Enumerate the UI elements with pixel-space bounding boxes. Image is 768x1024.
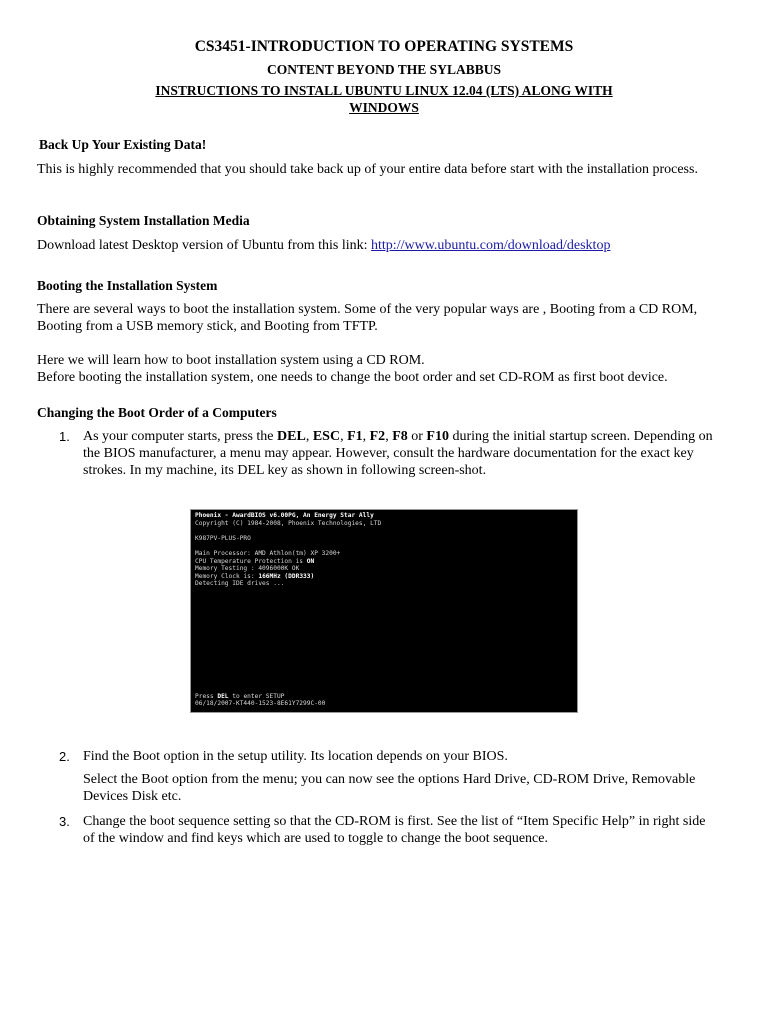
- backup-body: This is highly recommended that you should take back up of your entire data before start with the installation process.: [37, 162, 698, 177]
- bios-text: [195, 512, 573, 710]
- step-1-sep: ,: [340, 429, 348, 444]
- booting-heading: Booting the Installation System: [37, 278, 218, 293]
- bios-line: ON: [306, 557, 315, 565]
- bios-line: Main Processor: AMD Athlon(tm) XP 3200+: [195, 549, 341, 557]
- key-f8: F8: [392, 429, 408, 444]
- bios-line: 06/18/2007-KT440-1523-8E61Y7299C-00: [195, 700, 326, 708]
- bios-line: Phoenix - AwardBIOS v6.00PG, An Energy Star Ally: [195, 512, 374, 519]
- step-1-number: 1.: [59, 429, 70, 444]
- step-1-text: [83, 428, 713, 479]
- key-esc: ESC: [312, 429, 341, 444]
- bios-line: Memory Testing : 4096000K OK: [195, 565, 300, 573]
- key-f1: F1: [347, 429, 363, 444]
- bios-footer: [195, 693, 325, 708]
- step-1-sep: ,: [385, 429, 393, 444]
- step-1-sep: ,: [305, 429, 313, 444]
- step-1-sep: ,: [362, 429, 370, 444]
- key-f2: F2: [369, 429, 386, 444]
- booting-body-2: Here we will learn how to boot installation system using a CD ROM.: [37, 353, 425, 368]
- instructions-title-text: INSTRUCTIONS TO INSTALL UBUNTU LINUX 12.04 (LTS) ALONG WITH WINDOWS: [155, 83, 613, 115]
- step-3-number: 3.: [59, 814, 70, 829]
- bios-line: DEL: [217, 692, 229, 700]
- bios-line: Copyright (C) 1984-2008, Phoenix Technologies, LTD: [195, 519, 382, 527]
- step-3-text: Change the boot sequence setting so that the CD-ROM is first. See the list of “Item Specific Help” in right side of the window and find keys which are used to toggle to change the boot sequence.: [83, 814, 706, 846]
- key-del: DEL: [277, 429, 306, 444]
- media-heading: Obtaining System Installation Media: [37, 213, 250, 228]
- bios-line: Memory Clock is:: [195, 572, 259, 580]
- booting-body-1: There are several ways to boot the installation system. Some of the very popular ways are , Booting from a CD ROM, Booting from a USB memory stick, and Booting from TFTP.: [37, 302, 698, 334]
- bios-line: to enter SETUP: [228, 692, 285, 700]
- bios-line: CPU Temperature Protection is: [195, 557, 307, 565]
- boot-order-heading: Changing the Boot Order of a Computers: [37, 405, 277, 420]
- step-1-sep: or: [407, 429, 427, 444]
- bios-screenshot: [190, 509, 578, 713]
- instructions-title: [0, 82, 768, 116]
- media-body-text: Download latest Desktop version of Ubuntu from this link:: [37, 238, 372, 253]
- bios-line: K987PV-PLUS-PRO: [195, 534, 251, 542]
- bios-line: Detecting IDE drives ...: [195, 580, 285, 588]
- step-1-rest: during the initial startup screen. Depending on the BIOS manufacturer, a menu may appear. However, consult the hardware documentation for the exact key strokes. In my machine, its DEL key as shown in following screen-shot.: [83, 429, 713, 478]
- step-1-part: As your computer starts, press the: [83, 429, 278, 444]
- media-body: [37, 237, 705, 254]
- key-f10: F10: [426, 429, 449, 444]
- step-2-text: Find the Boot option in the setup utility. Its location depends on your BIOS.: [83, 749, 508, 764]
- course-title: CS3451-INTRODUCTION TO OPERATING SYSTEMS: [194, 38, 574, 55]
- step-2-number: 2.: [59, 749, 70, 764]
- booting-body-3: Before booting the installation system, one needs to change the boot order and set CD-ROM as first boot device.: [37, 370, 668, 385]
- bios-line: Press: [195, 692, 218, 700]
- document-subtitle: CONTENT BEYOND THE SYLABBUS: [267, 62, 501, 77]
- ubuntu-download-link[interactable]: http://www.ubuntu.com/download/desktop: [371, 238, 611, 253]
- step-2-text-2: Select the Boot option from the menu; you can now see the options Hard Drive, CD-ROM Drive, Removable Devices Disk etc.: [83, 772, 696, 804]
- bios-line: 166MHz (DDR333): [258, 572, 315, 580]
- backup-heading: Back Up Your Existing Data!: [39, 137, 207, 152]
